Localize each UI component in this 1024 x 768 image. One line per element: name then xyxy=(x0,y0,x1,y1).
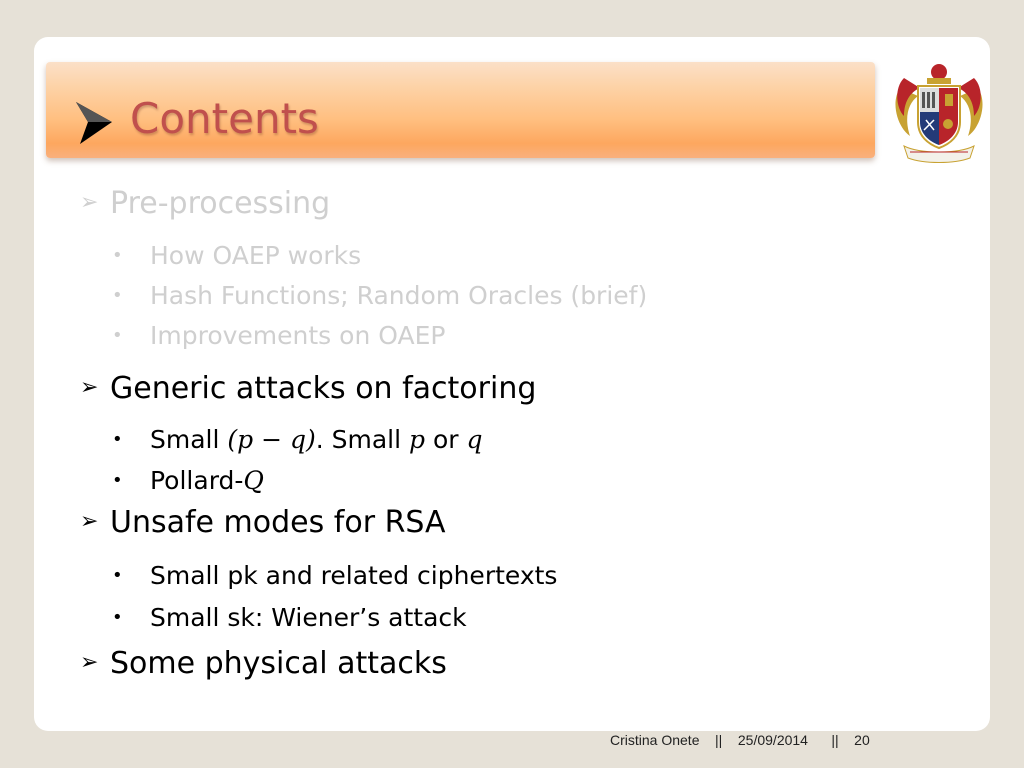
footer-separator: || xyxy=(831,732,839,748)
footer-author: Cristina Onete xyxy=(610,732,700,748)
list-item: • Hash Functions; Random Oracles (brief) xyxy=(112,281,648,310)
coat-of-arms-logo xyxy=(890,58,988,166)
bullet-dot-icon: • xyxy=(112,429,123,450)
bullet-dot-icon: • xyxy=(112,607,123,628)
slide-footer xyxy=(610,732,870,748)
list-item: • Small pk and related ciphertexts xyxy=(112,561,558,590)
bullet-dot-icon: • xyxy=(112,325,123,346)
title-arrow-icon xyxy=(74,98,114,148)
list-item: • Small sk: Wiener’s attack xyxy=(112,603,467,632)
section-heading-pre-processing: ➢ Pre-processing xyxy=(80,186,331,221)
section-heading-generic-attacks: ➢ Generic attacks on factoring xyxy=(80,371,537,406)
list-item: • Improvements on OAEP xyxy=(112,321,446,350)
slide-title: Contents xyxy=(130,94,319,143)
bullet-dot-icon: • xyxy=(112,470,123,491)
bullet-dot-icon: • xyxy=(112,285,123,306)
footer-separator: || xyxy=(715,732,723,748)
bullet-arrow-icon: ➢ xyxy=(80,650,99,675)
section-heading-unsafe-modes: ➢ Unsafe modes for RSA xyxy=(80,505,446,540)
list-item: • How OAEP works xyxy=(112,241,362,270)
list-item: • Pollard-Q xyxy=(112,466,264,495)
footer-date: 25/09/2014 xyxy=(737,732,808,748)
page-number: 20 xyxy=(854,732,870,748)
bullet-arrow-icon: ➢ xyxy=(80,509,99,534)
section-heading-physical-attacks: ➢ Some physical attacks xyxy=(80,646,447,681)
bullet-arrow-icon: ➢ xyxy=(80,190,99,215)
list-item: • Small (p − q). Small p or q xyxy=(112,425,483,454)
bullet-arrow-icon: ➢ xyxy=(80,375,99,400)
bullet-dot-icon: • xyxy=(112,565,123,586)
bullet-dot-icon: • xyxy=(112,245,123,266)
